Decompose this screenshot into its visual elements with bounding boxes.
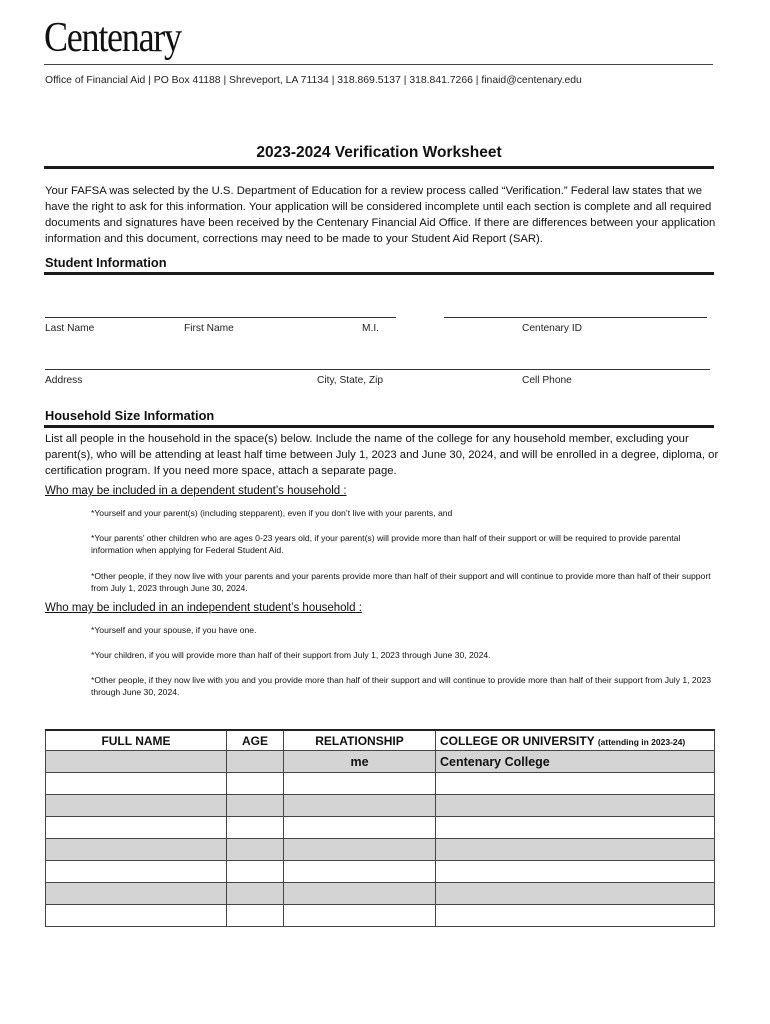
address-field-line[interactable] (45, 369, 710, 370)
independent-note-2: *Your children, if you will provide more than half of their support from July 1, 2023 through June 30, 2024. (91, 650, 491, 660)
student-info-divider (44, 272, 714, 275)
household-heading: Household Size Information (45, 408, 215, 423)
full-name-cell[interactable] (46, 883, 227, 905)
college-cell[interactable] (436, 773, 715, 795)
city-state-zip-label: City, State, Zip (317, 375, 384, 386)
household-divider (44, 425, 714, 428)
address-label: Address (45, 375, 83, 386)
college-cell[interactable] (436, 839, 715, 861)
header-divider (44, 64, 713, 65)
full-name-header: FULL NAME (46, 730, 227, 751)
college-cell[interactable] (436, 795, 715, 817)
college-header-note: (attending in 2023-24) (597, 736, 686, 747)
table-row (46, 817, 715, 839)
relationship-cell[interactable] (284, 795, 436, 817)
table-header-row (46, 730, 715, 751)
full-name-cell[interactable] (46, 817, 227, 839)
full-name-cell[interactable] (46, 839, 227, 861)
centenary-logo: Centenary (44, 15, 181, 61)
table-row (46, 905, 715, 927)
table-row (46, 795, 715, 817)
table-row (46, 773, 715, 795)
dependent-note-2: *Your parents’ other children who are ages 0-23 years old, if your parent(s) will provide more than half of their support or will be required to provide parental information when applying for Federal Student Aid. (91, 533, 681, 555)
dependent-note-3: *Other people, if they now live with your parents and your parents provide more than half of their support and will continue to provide more than half of their support from July 1, 2023 through June 30, 2024. (91, 571, 711, 593)
page-title: 2023-2024 Verification Worksheet (256, 144, 502, 161)
centenary-id-label: Centenary ID (522, 323, 583, 334)
full-name-cell[interactable] (46, 795, 227, 817)
college-header-label: COLLEGE OR UNIVERSITY (440, 733, 595, 748)
first-name-label: First Name (184, 323, 234, 334)
full-name-cell[interactable] (46, 861, 227, 883)
household-instructions: List all people in the household in the space(s) below. Include the name of the college for any household member, excluding your parent(s), who will be attending at least half time between July 1, 2023 and June 30, 2024, and will be enrolled in a degree, diploma, or certification program. If you need more space, attach a separate page. (45, 433, 719, 477)
table-row (46, 861, 715, 883)
relationship-cell[interactable] (284, 861, 436, 883)
office-contact-line: Office of Financial Aid | PO Box 41188 | Shreveport, LA 71134 | 318.869.5137 | 318.841.7266 | finaid@centenary.edu (45, 75, 582, 86)
age-cell[interactable] (227, 817, 284, 839)
age-header: AGE (227, 730, 284, 751)
independent-note-1: *Yourself and your spouse, if you have one. (91, 625, 257, 635)
college-cell[interactable] (436, 817, 715, 839)
college-cell[interactable] (436, 883, 715, 905)
intro-paragraph: Your FAFSA was selected by the U.S. Department of Education for a review process called “Verification.” Federal law states that we have the right to ask for this information. Your application will be considered incomplete until each section is complete and all required documents and signatures have been received by the Centenary Financial Aid Office. If there are differences between your application information and this document, corrections may need to be made to your Student Aid Report (SAR). (45, 185, 716, 245)
dependent-note-1: *Yourself and your parent(s) (including stepparent), even if you don’t live with your parents, and (91, 508, 453, 518)
cell-phone-label: Cell Phone (522, 375, 572, 386)
relationship-cell[interactable] (284, 883, 436, 905)
full-name-cell[interactable] (46, 773, 227, 795)
relationship-cell[interactable] (284, 773, 436, 795)
relationship-cell[interactable] (284, 905, 436, 927)
age-cell[interactable] (227, 795, 284, 817)
relationship-cell[interactable] (284, 817, 436, 839)
table-row (46, 751, 715, 773)
relationship-cell[interactable] (284, 839, 436, 861)
college-cell[interactable]: Centenary College (436, 751, 715, 773)
relationship-header: RELATIONSHIP (284, 730, 436, 751)
full-name-cell[interactable] (46, 751, 227, 773)
age-cell[interactable] (227, 883, 284, 905)
table-row (46, 839, 715, 861)
name-field-line[interactable] (45, 317, 396, 318)
centenary-id-field-line[interactable] (444, 317, 707, 318)
middle-initial-label: M.I. (362, 323, 379, 334)
relationship-cell[interactable]: me (284, 751, 436, 773)
college-header (436, 730, 715, 751)
age-cell[interactable] (227, 773, 284, 795)
age-cell[interactable] (227, 905, 284, 927)
title-divider (44, 166, 714, 169)
student-info-heading: Student Information (45, 255, 167, 270)
age-cell[interactable] (227, 861, 284, 883)
independent-household-heading: Who may be included in an independent student’s household : (45, 602, 362, 614)
household-table (45, 729, 715, 927)
last-name-label: Last Name (45, 323, 95, 334)
college-cell[interactable] (436, 861, 715, 883)
age-cell[interactable] (227, 751, 284, 773)
age-cell[interactable] (227, 839, 284, 861)
table-row (46, 883, 715, 905)
dependent-household-heading: Who may be included in a dependent student’s household : (45, 485, 347, 497)
full-name-cell[interactable] (46, 905, 227, 927)
independent-note-3: *Other people, if they now live with you and you provide more than half of their support and will continue to provide more than half of their support from July 1, 2023 through June 30, 2024. (91, 675, 712, 697)
college-cell[interactable] (436, 905, 715, 927)
